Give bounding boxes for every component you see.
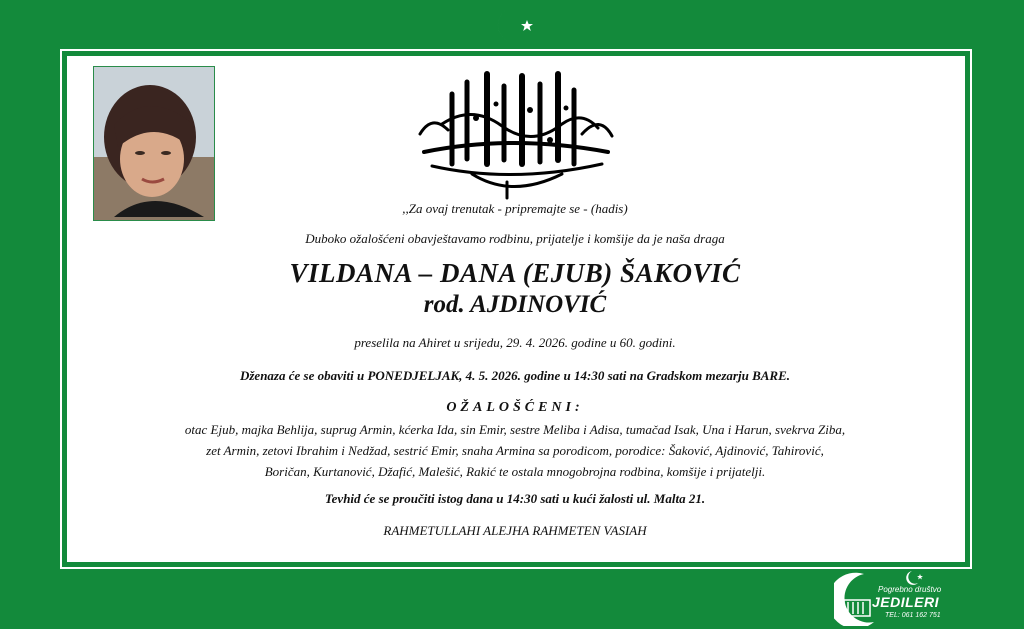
intro-text: Duboko ožalošćeni obavještavamo rodbinu, prijatelje i komšije da je naša draga [305,231,725,246]
mourners-line: otac Ejub, majka Behlija, suprug Armin, kćerka Ida, sin Emir, sestre Meliba i Adisa, tumačad Isak, Una i Harun, svekrva Ziba, [184,422,846,437]
logo-tagline: Pogrebno društvo [878,585,942,594]
tevhid-details: Tevhid će se proučiti istog dana u 14:30 sati u kući žalosti ul. Malta 21. [324,491,706,506]
funeral-details: Dženaza će se obaviti u PONEDJELJAK, 4. 5. 2026. godine u 14:30 sati na Gradskom mezarju BARE. [239,368,791,383]
mourners-line: zet Armin, zetovi Ibrahim i Nedžad, sestrić Emir, snaha Armina sa porodicom, porodice: Šaković, Ajdinović, Tahirović, [206,443,824,458]
portrait-photo [93,66,215,221]
mourners-title: OŽALOŠĆENI: [446,400,584,415]
maiden-name: rod. AJDINOVIĆ [423,291,607,318]
mourners-line: Boričan, Kurtanović, Džafić, Malešić, Rakić te ostala mnogobrojna rodbina, komšije i prijatelji. [264,464,766,479]
arabic-calligraphy-icon [412,64,620,202]
crescent-star-icon [484,4,540,48]
logo-brand: JEDILERI [872,594,940,610]
mourners-list [70,419,960,482]
deceased-name: VILDANA – DANA (EJUB) ŠAKOVIĆ [289,258,741,288]
closing-prayer: RAHMETULLAHI ALEJHA RAHMETEN VASIAH [383,523,647,538]
passing-date-text: preselila na Ahiret u srijedu, 29. 4. 2026. godine u 60. godini. [354,335,676,350]
hadith-quote: ,,Za ovaj trenutak - pripremajte se - (hadis) [402,201,628,216]
logo-phone: TEL: 061 162 751 [885,612,941,619]
